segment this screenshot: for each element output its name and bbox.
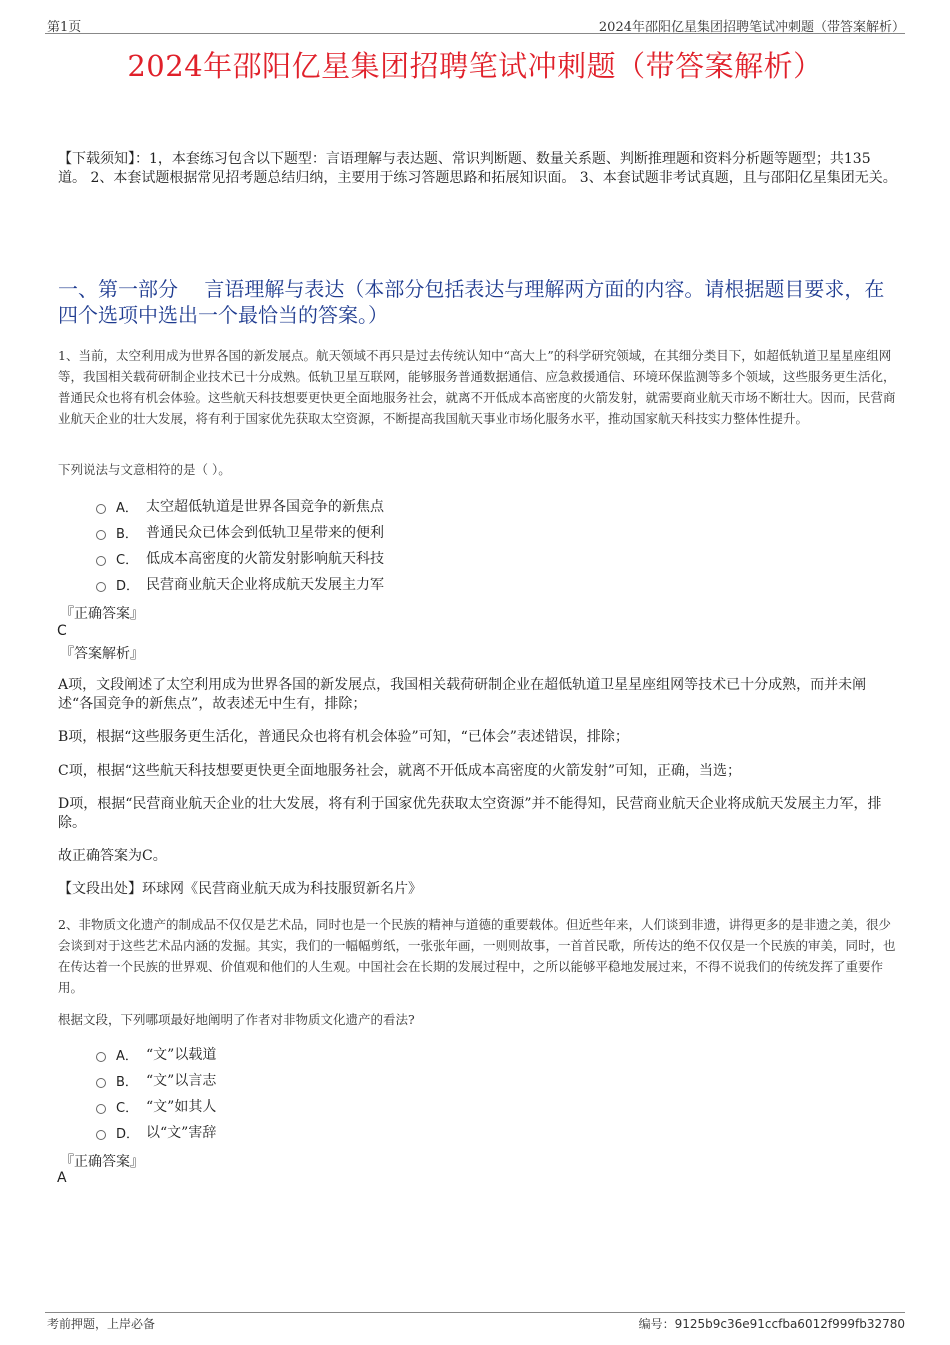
footer-divider: [45, 1312, 905, 1313]
page-title: 2024年邵阳亿星集团招聘笔试冲刺题（带答案解析）: [127, 49, 823, 83]
analysis-conclusion: 故正确答案为C。: [58, 848, 167, 864]
correct-answer-label: 『正确答案』: [60, 606, 144, 622]
question-1-stem: 1、当前，太空利用成为世界各国的新发展点。航天领域不再只是过去传统认知中“高大上”的科学研究领域，在其细分类目下，如超低轨道卫星星座组网等，我国相关载荷研制企业技术已十分成熟。低轨卫星互联网，能够服务普通数据通信、应急救援通信、环境环保监测等多个领域，这些服务更生活化，普通民众也将有机会体验。这些航天科技想要更快更全面地服务社会，就离不开低成本高密度的火箭发射，就需要商业航天市场不断壮大。因而，民营商业航天企业的壮大发展，将有利于国家优先获取太空资源，不断提高我国航天事业市场化服务水平，推动国家航天科技实力整体性提升。: [58, 348, 896, 426]
radio-icon[interactable]: [96, 1104, 106, 1114]
option-text: 普通民众已体会到低轨卫星带来的便利: [146, 525, 384, 541]
radio-icon[interactable]: [96, 1130, 106, 1140]
question-2-stem: 2、非物质文化遗产的制成品不仅仅是艺术品，同时也是一个民族的精神与道德的重要载体。但近些年来，人们谈到非遗，讲得更多的是非遗之美，很少会谈到对于这些艺术品内涵的发掘。其实，我们的一幅幅剪纸，一张张年画，一则则故事，一首首民歌，所传达的绝不仅仅是一个民族的审美，同时，也在传达着一个民族的世界观、价值观和他们的人生观。中国社会在长期的发展过程中，之所以能够平稳地发展过来，不得不说我们的传统发挥了重要作用。: [58, 917, 896, 995]
footer-slogan: 考前押题，上岸必备: [47, 1317, 156, 1331]
option-letter: A．: [116, 500, 138, 516]
option-letter: B．: [116, 526, 138, 542]
header-divider: [45, 33, 905, 34]
download-notice: 【下载须知】：1，本套练习包含以下题型：言语理解与表达题、常识判断题、数量关系题、判断推理题和资料分析题等题型；共135道。 2、本套试题根据常见招考题总结归纳，主要用于练习答题思路和拓展知识面。 3、本套试题非考试真题，且与邵阳亿星集团无关。: [58, 151, 897, 186]
analysis-item-a: A项，文段阐述了太空利用成为世界各国的新发展点，我国相关载荷研制企业在超低轨道卫星星座组网等技术已十分成熟，而并未阐述“各国竞争的新焦点”，故表述无中生有，排除；: [58, 677, 867, 712]
radio-icon[interactable]: [96, 530, 106, 540]
analysis-item-b: B项，根据“这些服务更生活化，普通民众也将有机会体验”可知，“已体会”表述错误，排除；: [58, 729, 629, 745]
question-2-option-b[interactable]: [96, 1070, 216, 1090]
radio-icon[interactable]: [96, 1052, 106, 1062]
question-1-option-c[interactable]: [96, 548, 384, 568]
question-1-prompt: 下列说法与文意相符的是（ ）。: [58, 462, 231, 477]
correct-answer-label: 『正确答案』: [60, 1154, 144, 1170]
analysis-item-d: D项，根据“民营商业航天企业的壮大发展，将有利于国家优先获取太空资源”并不能得知，民营商业航天企业将成航天发展主力军，排除。: [58, 796, 882, 831]
radio-icon[interactable]: [96, 582, 106, 592]
question-1-option-d[interactable]: [96, 574, 384, 594]
radio-icon[interactable]: [96, 556, 106, 566]
correct-answer: A: [57, 1170, 67, 1186]
question-2-option-d[interactable]: [96, 1122, 216, 1142]
option-text: 以“文”害辞: [146, 1125, 217, 1141]
analysis-item-c: C项，根据“这些航天科技想要更快更全面地服务社会，就离不开低成本高密度的火箭发射”可知，正确，当选；: [58, 763, 742, 779]
option-letter: D．: [116, 1126, 140, 1142]
question-2-option-a[interactable]: [96, 1044, 216, 1064]
question-2-prompt: 根据文段，下列哪项最好地阐明了作者对非物质文化遗产的看法?: [58, 1012, 415, 1027]
option-text: “文”以载道: [146, 1047, 217, 1063]
question-1-option-b[interactable]: [96, 522, 384, 542]
option-letter: B．: [116, 1074, 138, 1090]
option-letter: C．: [116, 1100, 139, 1116]
option-text: “文”以言志: [146, 1073, 217, 1089]
footer-document-id: 编号：9125b9c36e91ccfba6012f999fb32780: [638, 1317, 905, 1331]
section-heading: 一、第一部分 言语理解与表达（本部分包括表达与理解两方面的内容。请根据题目要求，在四个选项中选出一个最恰当的答案。）: [58, 277, 885, 327]
option-text: 低成本高密度的火箭发射影响航天科技: [146, 551, 384, 567]
source-citation: 【文段出处】环球网《民营商业航天成为科技服贸新名片》: [58, 881, 422, 897]
question-1-option-a[interactable]: [96, 496, 384, 516]
correct-answer: C: [57, 623, 67, 639]
option-text: 民营商业航天企业将成航天发展主力军: [146, 577, 384, 593]
option-letter: D．: [116, 578, 140, 594]
option-text: 太空超低轨道是世界各国竞争的新焦点: [146, 499, 384, 515]
radio-icon[interactable]: [96, 504, 106, 514]
radio-icon[interactable]: [96, 1078, 106, 1088]
option-text: “文”如其人: [146, 1099, 217, 1115]
analysis-label: 『答案解析』: [60, 646, 144, 662]
header-doc-title: 2024年邵阳亿星集团招聘笔试冲刺题（带答案解析）: [598, 20, 905, 35]
option-letter: A．: [116, 1048, 138, 1064]
option-letter: C．: [116, 552, 139, 568]
page-number: 第1页: [47, 20, 82, 35]
question-2-option-c[interactable]: [96, 1096, 216, 1116]
